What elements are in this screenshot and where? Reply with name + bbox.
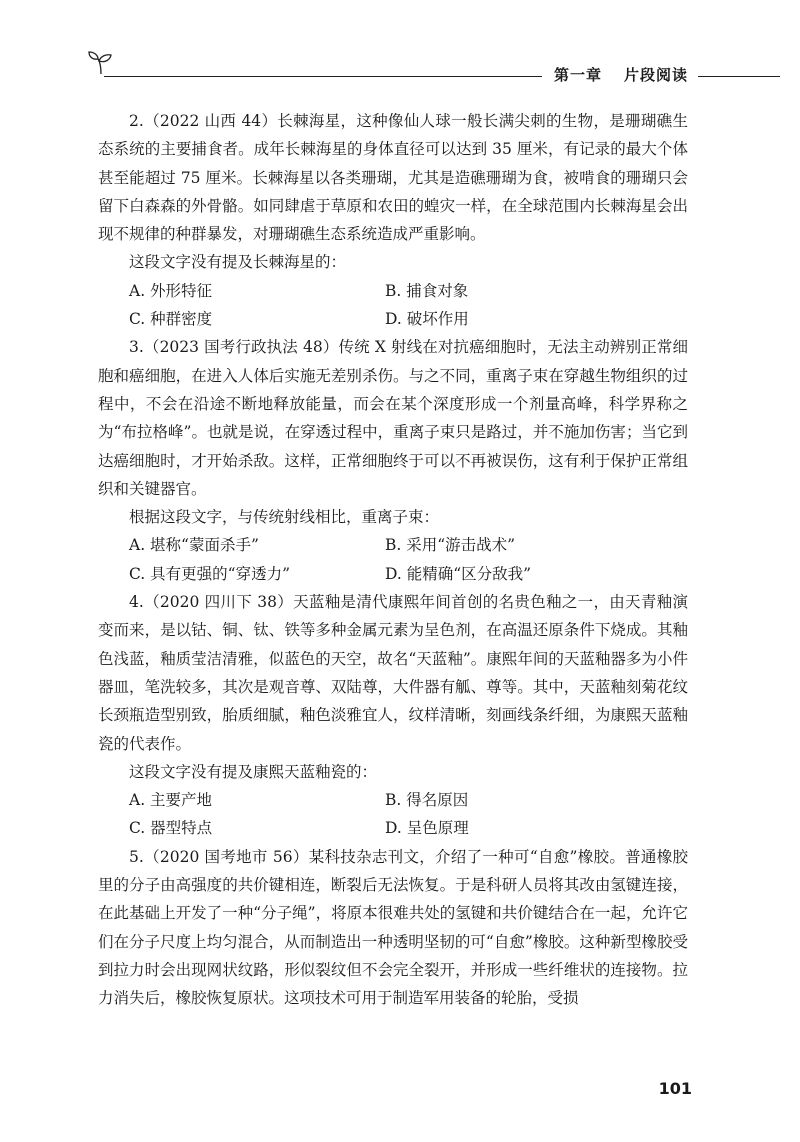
option-d: D. 呈色原理 [385,819,469,838]
section-label: 片段阅读 [624,66,689,84]
question-passage: 2.（2022 山西 44）长棘海星，这种像仙人球一般长满尖刺的生物，是珊瑚礁生态系统的主要捕食者。成年长棘海星的身体直径可以达到 35 厘米，有记录的最大个体甚至能超过 75 厘米。长棘海星以各类珊瑚，尤其是造礁珊瑚为食，被啃食的珊瑚只会留下白森森的外骨骼。如同肆虐于草原和农田的蝗灾一样，在全球范围内长棘海星会出现不规律的种群暴发，对珊瑚礁生态系统造成严重影响。 [98,112,688,244]
option-d: D. 破坏作用 [385,310,469,329]
option-b: B. 捕食对象 [385,281,469,300]
option-c: C. 种群密度 [129,310,213,329]
question-passage: 4.（2020 四川下 38）天蓝釉是清代康熙年间首创的名贵色釉之一，由天青釉演变而来，是以钴、铜、钛、铁等多种金属元素为呈色剂，在高温还原条件下烧成。其釉色浅蓝，釉质莹洁清雅，似蓝色的天空，故名“天蓝釉”。康熙年间的天蓝釉器多为小件器皿，笔洗较多，其次是观音尊、双陆尊，大件器有觚、尊等。其中，天蓝釉刻菊花纹长颈瓶造型别致，胎质细腻，釉色淡雅宜人，纹样清晰，刻画线条纤细，为康熙天蓝釉瓷的代表作。 [98,593,688,753]
option-c: C. 具有更强的“穿透力” [129,564,291,583]
question-4 [98,588,688,843]
question-5 [98,843,688,1013]
page-content [98,107,688,1013]
page-number: 101 [658,1079,692,1098]
leaf-sprout-icon [86,48,116,78]
option-b: B. 采用“游击战术” [385,536,516,555]
option-c: C. 器型特点 [129,819,213,838]
option-a: A. 堪称“蒙面杀手” [129,536,259,555]
header-rule-left [104,76,542,77]
chapter-title [554,64,688,85]
running-header [92,60,780,88]
question-passage: 3.（2023 国考行政执法 48）传统 X 射线在对抗癌细胞时，无法主动辨别正常细胞和癌细胞，在进入人体后实施无差别杀伤。与之不同，重离子束在穿越生物组织的过程中，不会在沿途不断地释放能量，而会在某个深度形成一个剂量高峰，科学界称之为“布拉格峰”。也就是说，在穿透过程中，重离子束只是路过，并不施加伤害；当它到达癌细胞时，才开始杀敌。这样，正常细胞终于可以不再被误伤，这有利于保护正常组织和关键器官。 [98,338,688,498]
option-d: D. 能精确“区分敌我” [385,564,532,583]
question-stem: 根据这段文字，与传统射线相比，重离子束： [129,508,440,527]
option-b: B. 得名原因 [385,791,469,810]
question-3 [98,333,688,588]
option-list [98,786,688,843]
question-passage: 5.（2020 国考地市 56）某科技杂志刊文，介绍了一种可“自愈”橡胶。普通橡胶里的分子由高强度的共价键相连，断裂后无法恢复。于是科研人员将其改由氢键连接，在此基础上开发了一种“分子绳”，将原本很难共处的氢键和共价键结合在一起，允许它们在分子尺度上均匀混合，从而制造出一种透明坚韧的可“自愈”橡胶。这种新型橡胶受到拉力时会出现网状纹路，形似裂纹但不会完全裂开，并形成一些纤维状的连接物。拉力消失后，橡胶恢复原状。这项技术可用于制造军用装备的轮胎，受损 [98,847,688,1008]
question-stem: 这段文字没有提及长棘海星的： [129,253,347,272]
question-2 [98,107,688,333]
option-list [98,277,688,334]
header-rule-right [698,76,780,77]
option-a: A. 外形特征 [129,281,213,300]
option-a: A. 主要产地 [129,791,213,810]
question-stem: 这段文字没有提及康熙天蓝釉瓷的： [129,762,378,781]
chapter-label: 第一章 [554,66,603,84]
option-list [98,531,688,588]
